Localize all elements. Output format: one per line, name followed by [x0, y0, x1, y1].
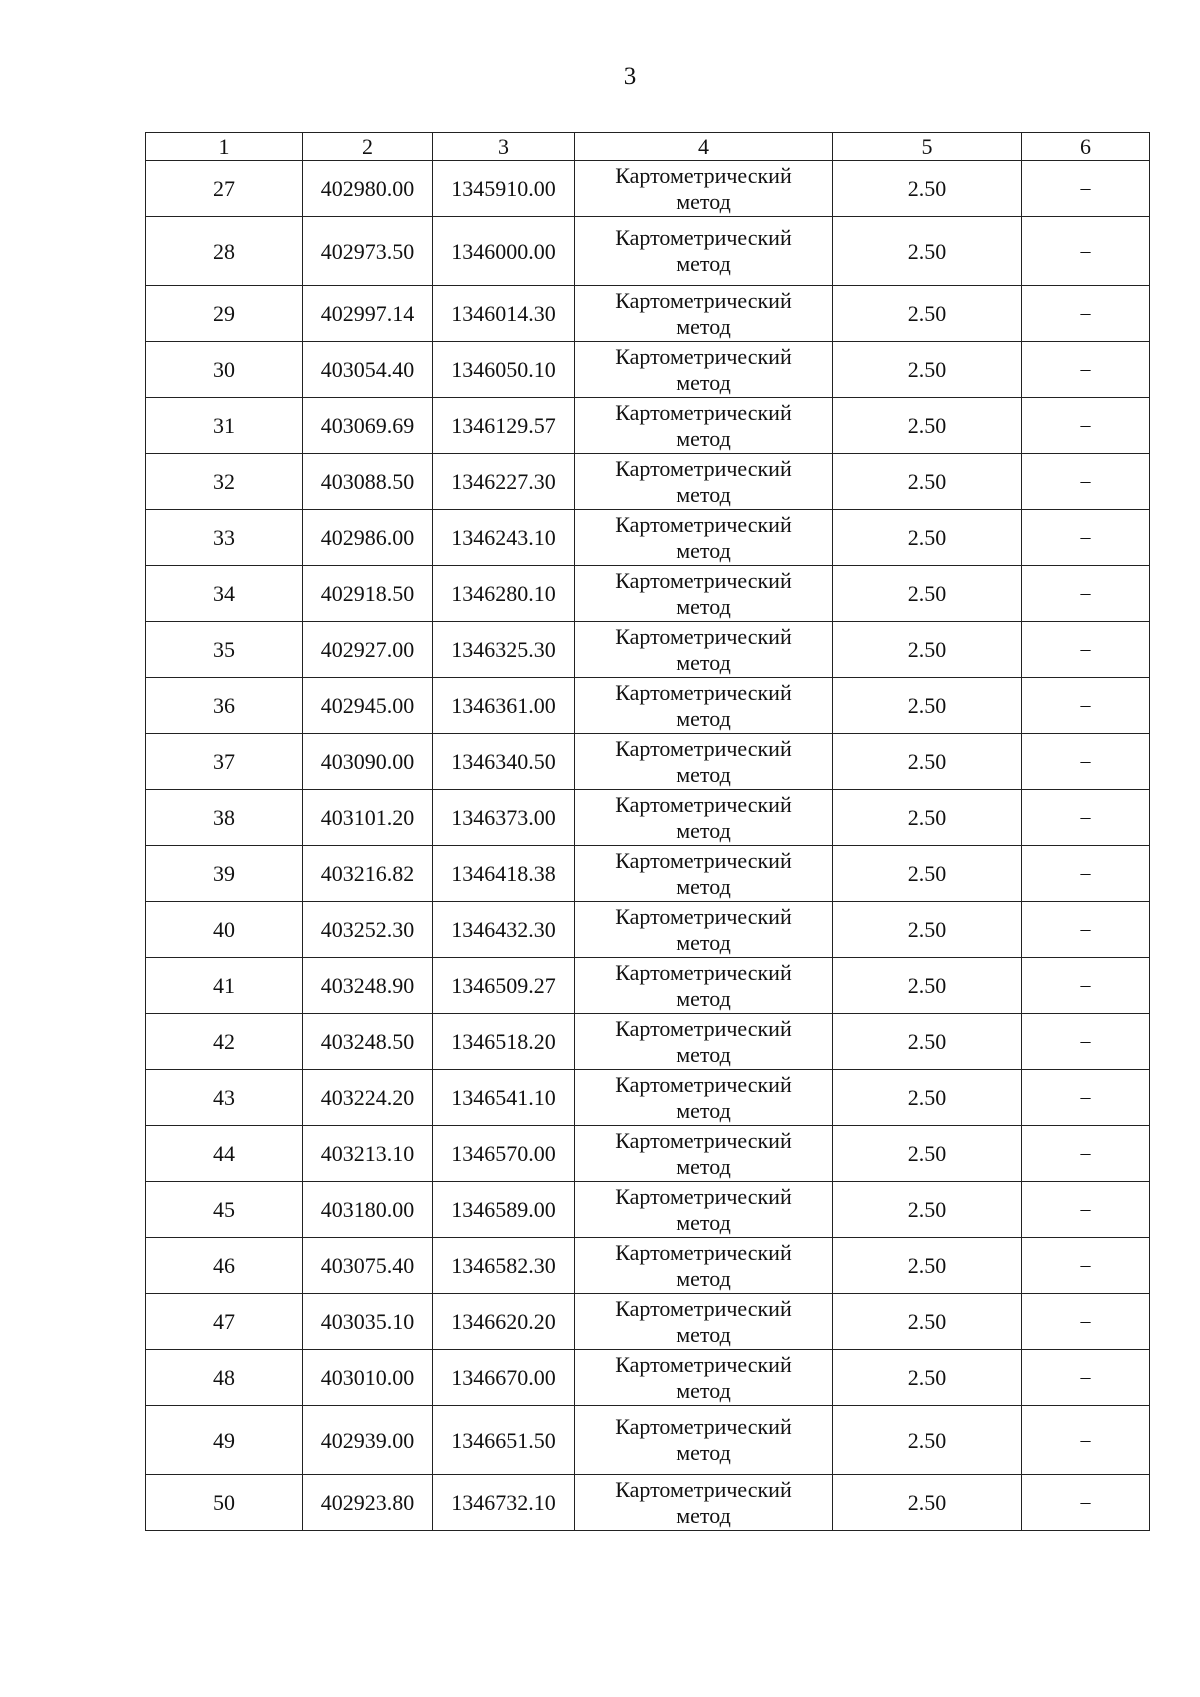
y-coordinate-cell: 1346582.30 — [433, 1238, 575, 1294]
column-header-4: 4 — [575, 133, 833, 161]
method-line-1: Картометрический — [615, 847, 792, 873]
method-line-1: Картометрический — [615, 1351, 792, 1377]
method-line-2: метод — [676, 705, 731, 731]
x-coordinate-cell: 403075.40 — [303, 1238, 433, 1294]
method-cell — [575, 342, 833, 398]
note-cell: – — [1022, 958, 1150, 1014]
method-line-1: Картометрический — [615, 623, 792, 649]
x-coordinate-cell: 402980.00 — [303, 161, 433, 217]
accuracy-cell: 2.50 — [833, 510, 1022, 566]
x-coordinate-cell: 402973.50 — [303, 217, 433, 286]
note-cell: – — [1022, 734, 1150, 790]
method-line-1: Картометрический — [615, 1183, 792, 1209]
method-line-2: метод — [676, 649, 731, 675]
method-cell — [575, 1182, 833, 1238]
x-coordinate-cell: 403054.40 — [303, 342, 433, 398]
note-cell: – — [1022, 846, 1150, 902]
table-row — [146, 510, 1150, 566]
method-line-1: Картометрический — [615, 1071, 792, 1097]
accuracy-cell: 2.50 — [833, 1014, 1022, 1070]
accuracy-cell: 2.50 — [833, 678, 1022, 734]
note-cell: – — [1022, 566, 1150, 622]
y-coordinate-cell: 1346541.10 — [433, 1070, 575, 1126]
accuracy-cell: 2.50 — [833, 217, 1022, 286]
column-header-5: 5 — [833, 133, 1022, 161]
method-line-1: Картометрический — [615, 1015, 792, 1041]
method-line-1: Картометрический — [615, 162, 792, 188]
note-cell: – — [1022, 1406, 1150, 1475]
note-cell: – — [1022, 902, 1150, 958]
method-line-1: Картометрический — [615, 1414, 792, 1439]
method-line-2: метод — [676, 761, 731, 787]
column-header-2: 2 — [303, 133, 433, 161]
method-line-2: метод — [676, 1041, 731, 1067]
accuracy-cell: 2.50 — [833, 1475, 1022, 1531]
accuracy-cell: 2.50 — [833, 1406, 1022, 1475]
method-cell — [575, 1238, 833, 1294]
method-line-1: Картометрический — [615, 959, 792, 985]
table-row — [146, 161, 1150, 217]
method-line-2: метод — [676, 1321, 731, 1347]
method-cell — [575, 734, 833, 790]
table-header-row — [146, 133, 1150, 161]
y-coordinate-cell: 1346050.10 — [433, 342, 575, 398]
y-coordinate-cell: 1346129.57 — [433, 398, 575, 454]
point-number-cell: 32 — [146, 454, 303, 510]
y-coordinate-cell: 1346325.30 — [433, 622, 575, 678]
method-line-1: Картометрический — [615, 1239, 792, 1265]
table-row — [146, 566, 1150, 622]
point-number-cell: 47 — [146, 1294, 303, 1350]
method-line-2: метод — [676, 1377, 731, 1403]
note-cell: – — [1022, 161, 1150, 217]
method-cell — [575, 286, 833, 342]
y-coordinate-cell: 1346000.00 — [433, 217, 575, 286]
y-coordinate-cell: 1346509.27 — [433, 958, 575, 1014]
method-cell — [575, 1126, 833, 1182]
method-line-1: Картометрический — [615, 791, 792, 817]
y-coordinate-cell: 1346361.00 — [433, 678, 575, 734]
method-line-1: Картометрический — [615, 287, 792, 313]
method-cell — [575, 566, 833, 622]
page-number: 3 — [623, 63, 637, 90]
table-row — [146, 1126, 1150, 1182]
x-coordinate-cell: 403180.00 — [303, 1182, 433, 1238]
method-line-1: Картометрический — [615, 511, 792, 537]
y-coordinate-cell: 1346651.50 — [433, 1406, 575, 1475]
y-coordinate-cell: 1345910.00 — [433, 161, 575, 217]
table-row — [146, 1182, 1150, 1238]
accuracy-cell: 2.50 — [833, 902, 1022, 958]
method-line-1: Картометрический — [615, 225, 792, 250]
method-line-2: метод — [676, 817, 731, 843]
table-row — [146, 622, 1150, 678]
accuracy-cell: 2.50 — [833, 1350, 1022, 1406]
method-cell — [575, 1014, 833, 1070]
y-coordinate-cell: 1346432.30 — [433, 902, 575, 958]
x-coordinate-cell: 402986.00 — [303, 510, 433, 566]
accuracy-cell: 2.50 — [833, 1070, 1022, 1126]
table-row — [146, 1238, 1150, 1294]
method-line-1: Картометрический — [615, 1476, 792, 1502]
table-row — [146, 902, 1150, 958]
method-cell — [575, 510, 833, 566]
method-line-1: Картометрический — [615, 1127, 792, 1153]
point-number-cell: 36 — [146, 678, 303, 734]
table-row — [146, 217, 1150, 286]
note-cell: – — [1022, 1182, 1150, 1238]
point-number-cell: 35 — [146, 622, 303, 678]
note-cell: – — [1022, 1014, 1150, 1070]
accuracy-cell: 2.50 — [833, 846, 1022, 902]
method-line-2: метод — [676, 593, 731, 619]
x-coordinate-cell: 403248.50 — [303, 1014, 433, 1070]
point-number-cell: 41 — [146, 958, 303, 1014]
y-coordinate-cell: 1346670.00 — [433, 1350, 575, 1406]
method-line-2: метод — [676, 425, 731, 451]
method-line-2: метод — [676, 188, 731, 214]
table-row — [146, 398, 1150, 454]
method-line-2: метод — [676, 251, 731, 276]
method-line-2: метод — [676, 1153, 731, 1179]
note-cell: – — [1022, 1126, 1150, 1182]
y-coordinate-cell: 1346243.10 — [433, 510, 575, 566]
method-line-1: Картометрический — [615, 1295, 792, 1321]
column-header-1: 1 — [146, 133, 303, 161]
y-coordinate-cell: 1346227.30 — [433, 454, 575, 510]
method-line-2: метод — [676, 313, 731, 339]
accuracy-cell: 2.50 — [833, 566, 1022, 622]
y-coordinate-cell: 1346373.00 — [433, 790, 575, 846]
note-cell: – — [1022, 1475, 1150, 1531]
point-number-cell: 28 — [146, 217, 303, 286]
point-number-cell: 42 — [146, 1014, 303, 1070]
note-cell: – — [1022, 1070, 1150, 1126]
point-number-cell: 30 — [146, 342, 303, 398]
accuracy-cell: 2.50 — [833, 1294, 1022, 1350]
accuracy-cell: 2.50 — [833, 286, 1022, 342]
note-cell: – — [1022, 790, 1150, 846]
point-number-cell: 46 — [146, 1238, 303, 1294]
point-number-cell: 27 — [146, 161, 303, 217]
x-coordinate-cell: 402927.00 — [303, 622, 433, 678]
accuracy-cell: 2.50 — [833, 734, 1022, 790]
y-coordinate-cell: 1346280.10 — [433, 566, 575, 622]
method-line-1: Картометрический — [615, 399, 792, 425]
method-line-2: метод — [676, 537, 731, 563]
note-cell: – — [1022, 1294, 1150, 1350]
note-cell: – — [1022, 286, 1150, 342]
table-row — [146, 1070, 1150, 1126]
method-cell — [575, 1475, 833, 1531]
method-line-2: метод — [676, 1265, 731, 1291]
method-cell — [575, 622, 833, 678]
point-number-cell: 33 — [146, 510, 303, 566]
note-cell: – — [1022, 678, 1150, 734]
point-number-cell: 45 — [146, 1182, 303, 1238]
note-cell: – — [1022, 1238, 1150, 1294]
method-line-2: метод — [676, 1209, 731, 1235]
y-coordinate-cell: 1346732.10 — [433, 1475, 575, 1531]
method-cell — [575, 1406, 833, 1475]
x-coordinate-cell: 403248.90 — [303, 958, 433, 1014]
x-coordinate-cell: 403090.00 — [303, 734, 433, 790]
table-row — [146, 286, 1150, 342]
method-line-2: метод — [676, 929, 731, 955]
y-coordinate-cell: 1346014.30 — [433, 286, 575, 342]
y-coordinate-cell: 1346340.50 — [433, 734, 575, 790]
point-number-cell: 44 — [146, 1126, 303, 1182]
table-row — [146, 1014, 1150, 1070]
point-number-cell: 48 — [146, 1350, 303, 1406]
point-number-cell: 40 — [146, 902, 303, 958]
table-row — [146, 1406, 1150, 1475]
point-number-cell: 49 — [146, 1406, 303, 1475]
method-cell — [575, 1070, 833, 1126]
table-row — [146, 678, 1150, 734]
x-coordinate-cell: 403101.20 — [303, 790, 433, 846]
table-body — [146, 133, 1150, 1531]
x-coordinate-cell: 403088.50 — [303, 454, 433, 510]
method-line-1: Картометрический — [615, 903, 792, 929]
table-row — [146, 1475, 1150, 1531]
point-number-cell: 29 — [146, 286, 303, 342]
method-cell — [575, 678, 833, 734]
x-coordinate-cell: 403069.69 — [303, 398, 433, 454]
table-row — [146, 454, 1150, 510]
note-cell: – — [1022, 510, 1150, 566]
x-coordinate-cell: 403213.10 — [303, 1126, 433, 1182]
x-coordinate-cell: 403035.10 — [303, 1294, 433, 1350]
accuracy-cell: 2.50 — [833, 342, 1022, 398]
method-line-2: метод — [676, 1502, 731, 1528]
x-coordinate-cell: 402939.00 — [303, 1406, 433, 1475]
method-line-2: метод — [676, 1440, 731, 1465]
method-cell — [575, 958, 833, 1014]
method-cell — [575, 846, 833, 902]
method-line-1: Картометрический — [615, 567, 792, 593]
x-coordinate-cell: 402945.00 — [303, 678, 433, 734]
table-row — [146, 342, 1150, 398]
x-coordinate-cell: 403224.20 — [303, 1070, 433, 1126]
table-row — [146, 790, 1150, 846]
accuracy-cell: 2.50 — [833, 454, 1022, 510]
method-line-2: метод — [676, 1097, 731, 1123]
method-cell — [575, 902, 833, 958]
accuracy-cell: 2.50 — [833, 398, 1022, 454]
method-cell — [575, 1350, 833, 1406]
point-number-cell: 37 — [146, 734, 303, 790]
point-number-cell: 50 — [146, 1475, 303, 1531]
method-line-2: метод — [676, 873, 731, 899]
accuracy-cell: 2.50 — [833, 1126, 1022, 1182]
method-cell — [575, 790, 833, 846]
x-coordinate-cell: 403252.30 — [303, 902, 433, 958]
table-row — [146, 1294, 1150, 1350]
note-cell: – — [1022, 454, 1150, 510]
accuracy-cell: 2.50 — [833, 958, 1022, 1014]
table-row — [146, 958, 1150, 1014]
method-line-2: метод — [676, 369, 731, 395]
table-row — [146, 1350, 1150, 1406]
point-number-cell: 34 — [146, 566, 303, 622]
y-coordinate-cell: 1346518.20 — [433, 1014, 575, 1070]
accuracy-cell: 2.50 — [833, 1238, 1022, 1294]
method-line-2: метод — [676, 481, 731, 507]
accuracy-cell: 2.50 — [833, 161, 1022, 217]
point-number-cell: 43 — [146, 1070, 303, 1126]
x-coordinate-cell: 402997.14 — [303, 286, 433, 342]
note-cell: – — [1022, 342, 1150, 398]
method-line-2: метод — [676, 985, 731, 1011]
point-number-cell: 39 — [146, 846, 303, 902]
method-cell — [575, 161, 833, 217]
method-cell — [575, 398, 833, 454]
accuracy-cell: 2.50 — [833, 790, 1022, 846]
method-line-1: Картометрический — [615, 679, 792, 705]
y-coordinate-cell: 1346570.00 — [433, 1126, 575, 1182]
x-coordinate-cell: 403010.00 — [303, 1350, 433, 1406]
x-coordinate-cell: 403216.82 — [303, 846, 433, 902]
note-cell: – — [1022, 1350, 1150, 1406]
column-header-6: 6 — [1022, 133, 1150, 161]
method-line-1: Картометрический — [615, 343, 792, 369]
method-line-1: Картометрический — [615, 735, 792, 761]
note-cell: – — [1022, 217, 1150, 286]
y-coordinate-cell: 1346589.00 — [433, 1182, 575, 1238]
method-cell — [575, 1294, 833, 1350]
point-number-cell: 31 — [146, 398, 303, 454]
column-header-3: 3 — [433, 133, 575, 161]
x-coordinate-cell: 402923.80 — [303, 1475, 433, 1531]
x-coordinate-cell: 402918.50 — [303, 566, 433, 622]
method-cell — [575, 454, 833, 510]
method-line-1: Картометрический — [615, 455, 792, 481]
table-row — [146, 734, 1150, 790]
note-cell: – — [1022, 622, 1150, 678]
y-coordinate-cell: 1346418.38 — [433, 846, 575, 902]
accuracy-cell: 2.50 — [833, 1182, 1022, 1238]
method-cell — [575, 217, 833, 286]
table-row — [146, 846, 1150, 902]
note-cell: – — [1022, 398, 1150, 454]
accuracy-cell: 2.50 — [833, 622, 1022, 678]
y-coordinate-cell: 1346620.20 — [433, 1294, 575, 1350]
point-number-cell: 38 — [146, 790, 303, 846]
coordinates-table — [145, 132, 1150, 1531]
